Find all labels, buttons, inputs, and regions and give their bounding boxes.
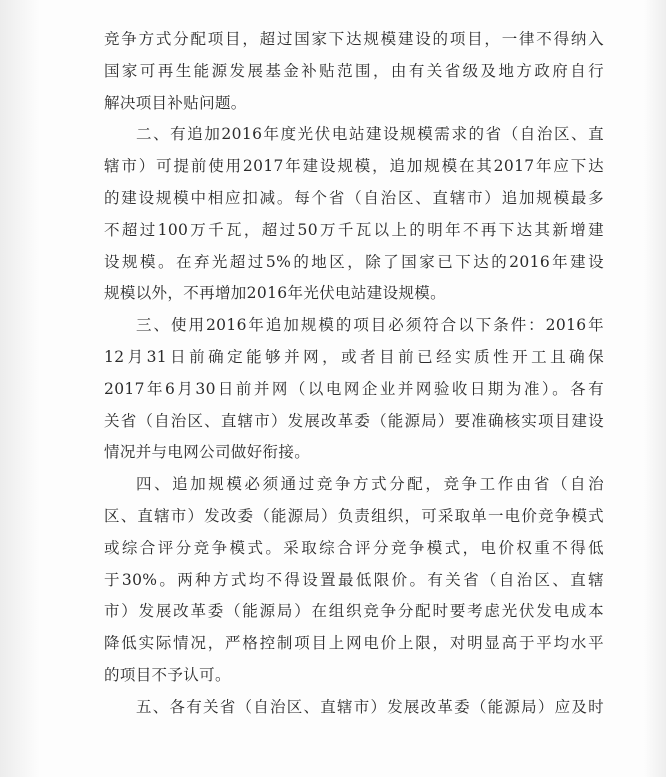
page-right-shadow: [644, 0, 666, 777]
text-line: 辖市）可提前使用2017年建设规模，追加规模在其2017年应下达: [104, 157, 604, 176]
text-line: 五、各有关省（自治区、直辖市）发展改革委（能源局）应及时: [136, 697, 604, 716]
text-line: 情况并与电网公司做好衔接。: [104, 443, 311, 462]
text-line: 二、有追加2016年度光伏电站建设规模需求的省（自治区、直: [136, 125, 604, 144]
document-body: [104, 24, 604, 724]
text-line: 12月31日前确定能够并网，或者目前已经实质性开工且确保: [104, 347, 604, 366]
text-line: 区、直辖市）发改委（能源局）负责组织，可采取单一电价竞争模式: [104, 506, 604, 525]
text-line: 降低实际情况，严格控制项目上网电价上限，对明显高于平均水平: [104, 634, 604, 653]
text-line: 解决项目补贴问题。: [104, 93, 247, 112]
paragraph-item-4: [104, 469, 604, 692]
text-line: 规模以外，不再增加2016年光伏电站建设规模。: [104, 284, 446, 303]
paragraph-item-3: [104, 310, 604, 469]
text-line: 2017年6月30日前并网（以电网企业并网验收日期为准）。各有: [104, 379, 604, 398]
text-line: 于30%。两种方式均不得设置最低限价。有关省（自治区、直辖: [104, 570, 604, 589]
paragraph-item-2: [104, 119, 604, 310]
text-line: 关省（自治区、直辖市）发展改革委（能源局）要准确核实项目建设: [104, 411, 604, 430]
text-line: 的建设规模中相应扣减。每个省（自治区、直辖市）追加规模最多: [104, 188, 604, 207]
page-left-shadow: [0, 0, 40, 777]
text-line: 的项目不予认可。: [104, 665, 231, 684]
text-line: 国家可再生能源发展基金补贴范围，由有关省级及地方政府自行: [104, 61, 604, 80]
paragraph-item-5: [104, 692, 604, 724]
text-line: 设规模。在弃光超过5%的地区，除了国家已下达的2016年建设: [104, 252, 604, 271]
text-line: 竞争方式分配项目，超过国家下达规模建设的项目，一律不得纳入: [104, 30, 604, 48]
paragraph-continuation: [104, 24, 604, 119]
text-line: 不超过100万千瓦，超过50万千瓦以上的明年不再下达其新增建: [104, 220, 604, 239]
text-line: 市）发展改革委（能源局）在组织竞争分配时要考虑光伏发电成本: [104, 602, 604, 621]
text-line: 或综合评分竞争模式。采取综合评分竞争模式，电价权重不得低: [104, 538, 604, 557]
text-line: 四、追加规模必须通过竞争方式分配，竞争工作由省（自治: [136, 475, 604, 494]
text-line: 三、使用2016年追加规模的项目必须符合以下条件：2016年: [136, 316, 604, 335]
